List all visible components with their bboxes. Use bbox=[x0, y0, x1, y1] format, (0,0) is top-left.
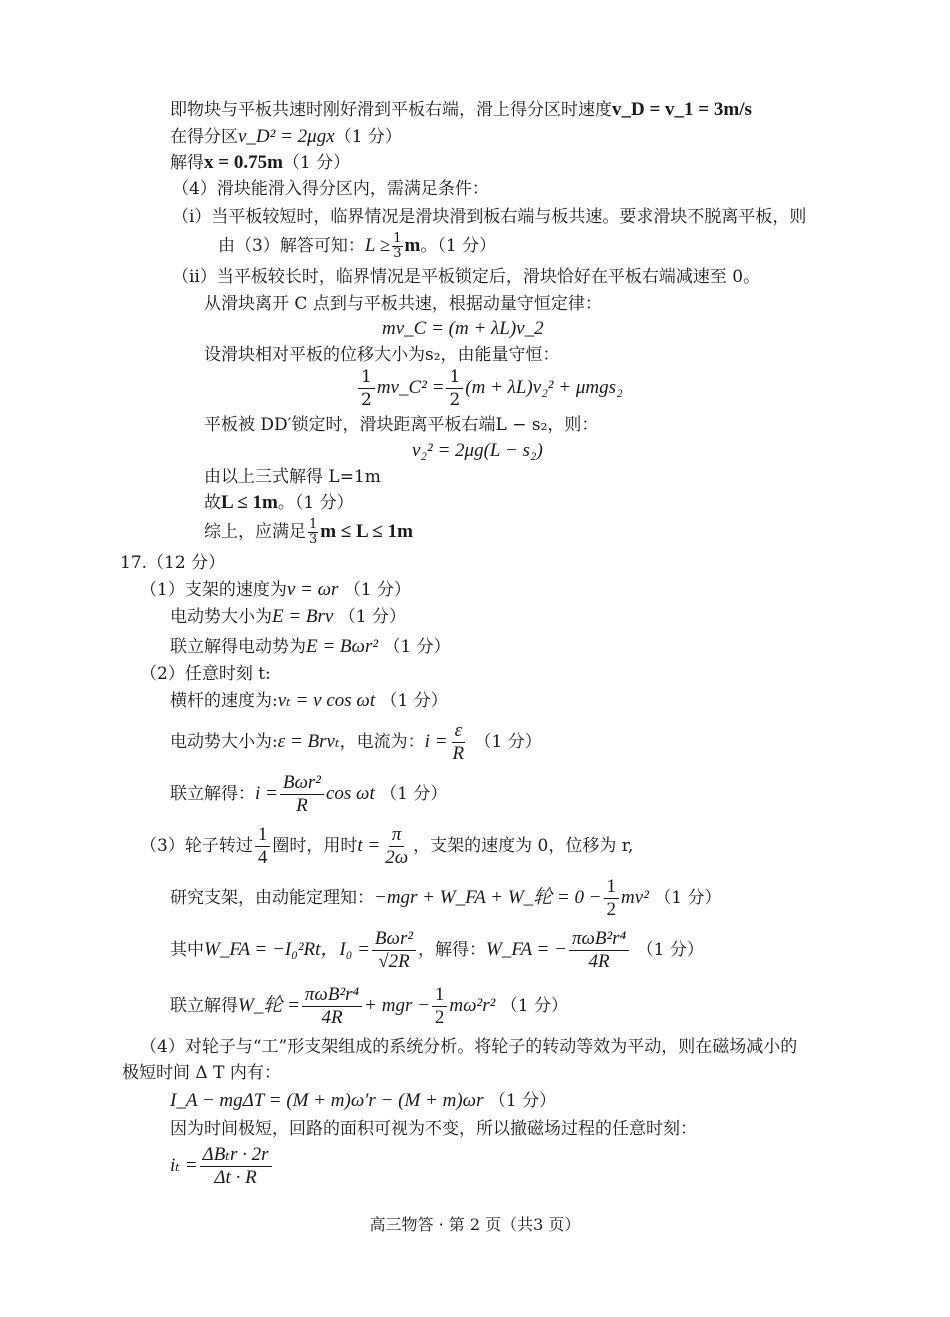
score: （1 分） bbox=[654, 888, 722, 908]
line-p11 bbox=[170, 984, 568, 1029]
line-5: （i）当平板较短时，临界情况是滑块滑到板右端与板共速。要求滑块不脱离平板，则 bbox=[172, 207, 807, 227]
numerator: 1 bbox=[446, 366, 463, 389]
numerator: πωB²r⁴ bbox=[302, 984, 362, 1007]
formula: W_FA = −I₀²Rt，I₀ = bbox=[204, 939, 370, 960]
text: 横杆的速度为: bbox=[170, 691, 278, 711]
fraction bbox=[255, 824, 271, 869]
score: （1 分） bbox=[334, 127, 402, 147]
text: 研究支架，由动能定理知： bbox=[170, 888, 374, 908]
numerator: 1 bbox=[309, 517, 318, 532]
fraction bbox=[308, 518, 318, 547]
denominator: R bbox=[296, 795, 308, 816]
line-p3 bbox=[170, 636, 451, 658]
line-p8 bbox=[140, 824, 633, 869]
line-p16 bbox=[170, 1144, 274, 1189]
line-1 bbox=[170, 99, 752, 121]
line-p4: （2）任意时刻 t: bbox=[140, 664, 271, 684]
formula: + mgr − bbox=[364, 995, 430, 1016]
line-p1 bbox=[140, 579, 411, 601]
line-p2 bbox=[170, 606, 406, 628]
numerator: 1 bbox=[255, 824, 271, 847]
numerator: 1 bbox=[358, 366, 375, 389]
numerator: 1 bbox=[393, 231, 402, 246]
score: （1 分） bbox=[282, 153, 351, 173]
line-p14 bbox=[170, 1090, 556, 1112]
line-3 bbox=[170, 152, 350, 174]
denominator: 4R bbox=[321, 1007, 343, 1028]
formula: v = ωr bbox=[286, 579, 339, 600]
fraction bbox=[280, 772, 324, 817]
denominator: 2ω bbox=[385, 847, 409, 868]
denominator: 2 bbox=[434, 1007, 445, 1028]
text: ，解得： bbox=[418, 940, 487, 960]
score: （1 分） bbox=[500, 996, 568, 1016]
text: ，电流为： bbox=[339, 732, 425, 752]
denominator: 2 bbox=[449, 390, 461, 410]
formula: mv_C² = bbox=[376, 377, 445, 398]
fraction bbox=[432, 984, 448, 1029]
fraction bbox=[392, 232, 402, 261]
line-p15: 因为时间极短，回路的面积可视为不变，所以撤磁场过程的任意时刻： bbox=[170, 1119, 697, 1139]
formula: v_D² = 2μgx bbox=[238, 126, 335, 147]
line-p6 bbox=[170, 720, 542, 765]
denominator: 3 bbox=[393, 246, 402, 261]
formula: ε = Brvₜ bbox=[277, 731, 340, 752]
formula: x = 0.75m bbox=[204, 152, 283, 173]
score: （1 分） bbox=[380, 691, 448, 711]
denominator: 3 bbox=[309, 532, 318, 547]
score: （1 分） bbox=[488, 1091, 557, 1111]
denominator: 4R bbox=[588, 951, 610, 972]
denominator: 2 bbox=[361, 390, 372, 410]
fraction bbox=[604, 876, 620, 921]
text: 电动势大小为: bbox=[170, 732, 278, 752]
formula: vₜ = v cos ωt bbox=[277, 690, 376, 711]
fraction bbox=[446, 366, 463, 411]
fraction bbox=[358, 366, 375, 411]
line-12: 平板被 DD′锁定时，滑块距离平板右端L − s₂，则： bbox=[204, 415, 599, 435]
line-9-formula: mv_C = (m + λL)v_2 bbox=[382, 318, 544, 339]
line-p10 bbox=[170, 928, 704, 973]
line-p12: （4）对轮子与“工”形支架组成的系统分析。将轮子的转动等效为平动，则在磁场减小的 bbox=[140, 1037, 798, 1057]
score: （1 分） bbox=[383, 637, 451, 657]
text: 由（3）解答可知： bbox=[218, 236, 365, 256]
formula: E = Brv bbox=[272, 606, 334, 627]
line-p7 bbox=[170, 772, 447, 817]
formula: −mgr + W_FA + W_轮 = 0 − bbox=[374, 887, 602, 908]
line-15 bbox=[204, 492, 354, 514]
formula: mω²r² bbox=[449, 995, 496, 1016]
line-p9 bbox=[170, 876, 722, 921]
formula: t = bbox=[357, 835, 381, 856]
line-p13: 极短时间 Δ T 内有： bbox=[122, 1063, 281, 1083]
fraction bbox=[200, 1144, 272, 1189]
formula: iₜ = bbox=[170, 1155, 198, 1176]
fraction bbox=[372, 928, 416, 973]
line-6 bbox=[218, 232, 496, 261]
line-7: （ii）当平板较长时，临界情况是平板锁定后，滑块恰好在平板右端减速至 0。 bbox=[172, 267, 761, 287]
score: （1 分） bbox=[380, 784, 448, 804]
fraction bbox=[302, 984, 362, 1029]
line-16 bbox=[204, 518, 413, 547]
text: （1）支架的速度为 bbox=[140, 580, 287, 600]
formula: cos ωt bbox=[325, 783, 375, 804]
text: ，支架的速度为 0，位移为 r, bbox=[413, 836, 634, 856]
text: 解得 bbox=[170, 153, 204, 173]
formula: I_A − mgΔT = (M + m)ω′r − (M + m)ωr bbox=[170, 1090, 484, 1111]
score: （1 分） bbox=[636, 940, 704, 960]
text: 综上，应满足 bbox=[204, 522, 306, 542]
formula: (m + λL)v₂² + μmgs₂ bbox=[465, 377, 623, 398]
denominator: √2R bbox=[378, 951, 410, 972]
text: 在得分区 bbox=[170, 127, 238, 147]
formula: i = bbox=[424, 731, 448, 752]
text: 联立解得： bbox=[170, 784, 255, 804]
unit: m bbox=[404, 235, 421, 256]
numerator: ε bbox=[452, 720, 466, 743]
formula: W_FA = − bbox=[486, 939, 567, 960]
numerator: 1 bbox=[604, 876, 620, 899]
line-13-formula: v₂² = 2μg(L − s₂) bbox=[412, 440, 543, 461]
numerator: π bbox=[389, 824, 405, 847]
page-footer: 高三物答 · 第 2 页（共3 页） bbox=[369, 1215, 581, 1234]
denominator: 2 bbox=[606, 899, 617, 920]
text: 联立解得 bbox=[170, 996, 238, 1016]
fraction bbox=[382, 824, 411, 869]
text: 电动势大小为 bbox=[170, 607, 272, 627]
line-8: 从滑块离开 C 点到与平板共速，根据动量守恒定律： bbox=[204, 294, 602, 314]
numerator: πωB²r⁴ bbox=[569, 928, 629, 951]
line-11-formula bbox=[356, 366, 623, 411]
formula: L ≥ bbox=[364, 235, 391, 256]
denominator: Δt · R bbox=[214, 1167, 257, 1188]
text: 故 bbox=[204, 493, 221, 513]
text: 联立解得电动势为 bbox=[170, 637, 306, 657]
line-4: （4）滑块能滑入得分区内，需满足条件： bbox=[172, 179, 489, 199]
formula: W_轮 = bbox=[238, 995, 300, 1016]
score: （1 分） bbox=[474, 732, 542, 752]
formula: m ≤ L ≤ 1m bbox=[320, 521, 413, 542]
formula: E = Bωr² bbox=[306, 636, 379, 657]
denominator: 4 bbox=[257, 847, 268, 868]
text: 圈时，用时 bbox=[272, 836, 358, 856]
numerator: Bωr² bbox=[372, 928, 416, 951]
numerator: ΔBₜr · 2r bbox=[200, 1144, 272, 1167]
text: （3）轮子转过 bbox=[140, 836, 253, 856]
score: 。（1 分） bbox=[420, 236, 497, 256]
formula: v_D = v_1 = 3m/s bbox=[612, 99, 752, 120]
line-2 bbox=[170, 126, 402, 148]
text: 即物块与平板共速时刚好滑到平板右端，滑上得分区时速度 bbox=[170, 100, 612, 120]
score: （1 分） bbox=[338, 607, 407, 627]
fraction bbox=[450, 720, 468, 765]
numerator: Bωr² bbox=[280, 772, 324, 795]
line-10: 设滑块相对平板的位移大小为s₂，由能量守恒： bbox=[204, 345, 560, 365]
formula: L ≤ 1m bbox=[221, 492, 278, 513]
denominator: R bbox=[452, 743, 465, 764]
score: （1 分） bbox=[343, 580, 412, 600]
text: 其中 bbox=[170, 940, 204, 960]
fraction bbox=[569, 928, 629, 973]
formula: mv² bbox=[621, 887, 649, 908]
line-14: 由以上三式解得 L=1m bbox=[204, 467, 381, 487]
formula: i = bbox=[255, 783, 278, 804]
score: 。（1 分） bbox=[277, 493, 354, 513]
question-17-header: 17.（12 分） bbox=[120, 553, 226, 573]
line-p5 bbox=[170, 690, 448, 712]
numerator: 1 bbox=[432, 984, 448, 1007]
